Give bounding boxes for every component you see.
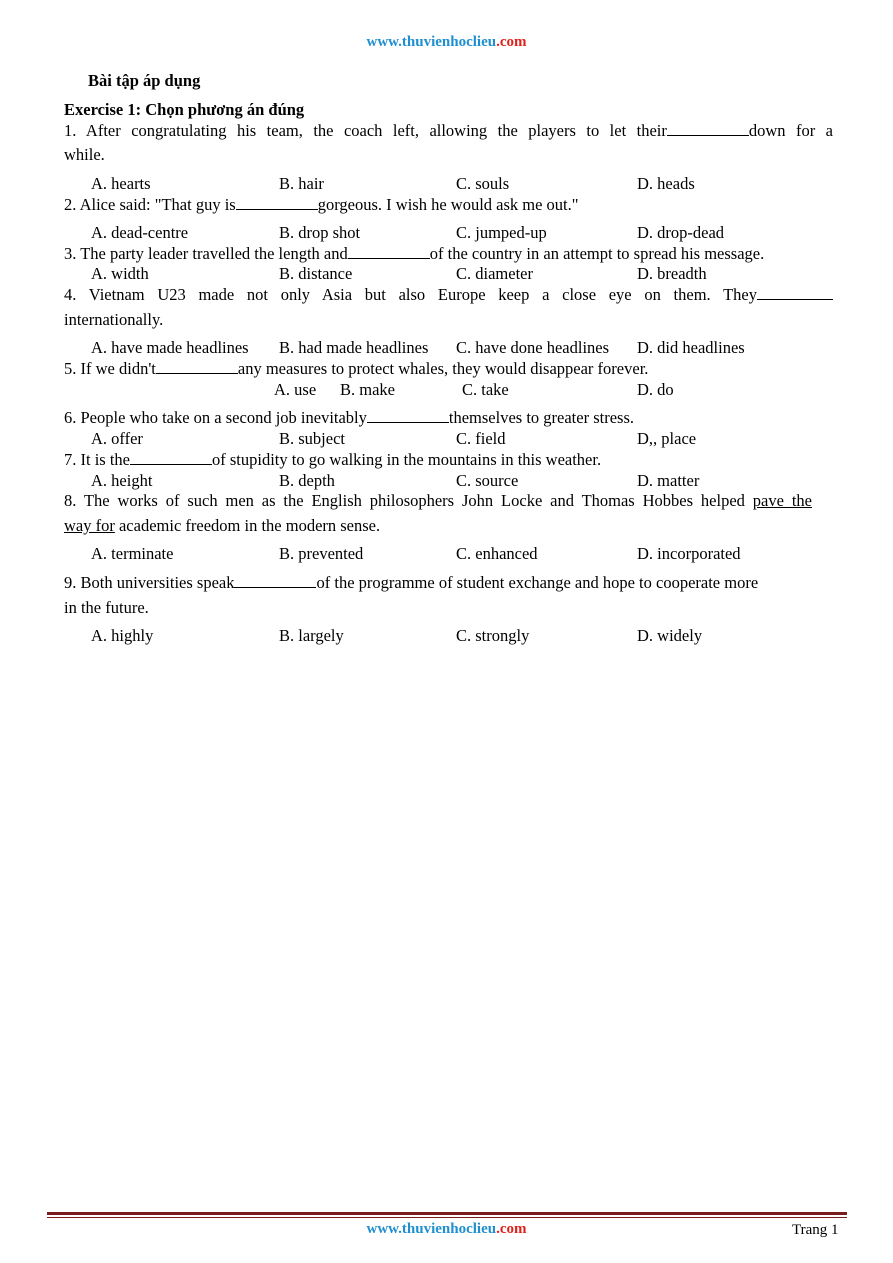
footer-rule-thick	[47, 1212, 847, 1215]
q3-option-b: B. distance	[279, 264, 353, 283]
q1-option-b: B. hair	[279, 174, 324, 193]
q4-option-d: D. did headlines	[637, 338, 745, 357]
footer-rule-thin	[47, 1217, 847, 1218]
q3-option-a: A. width	[91, 264, 149, 283]
q8-text-a: 8. The works of such men as the English philosophers John Locke and Thomas Hobbes helped	[64, 491, 745, 510]
q9-line1	[64, 573, 758, 593]
q3-option-d: D. breadth	[637, 264, 707, 283]
q7-option-c: C. source	[456, 471, 519, 490]
q1-line2: while.	[64, 145, 105, 164]
header-site-tld: .com	[496, 34, 527, 50]
q3-option-c: C. diameter	[456, 264, 533, 283]
q8-text-b: academic freedom in the modern sense.	[118, 516, 381, 535]
q5-option-b: B. make	[340, 380, 395, 399]
q1-text-b: down for a	[748, 121, 834, 140]
q5-option-c: C. take	[462, 380, 509, 399]
footer-website[interactable]	[0, 1221, 893, 1238]
q3-blank	[348, 244, 430, 259]
q2-text-b: gorgeous. I wish he would ask me out."	[317, 195, 579, 214]
q6-text-a: 6. People who take on a second job inevitably	[64, 408, 367, 427]
q6-stem	[64, 408, 634, 428]
q4-option-a: A. have made headlines	[91, 338, 249, 357]
header-site-main: www.thuvienhoclieu	[366, 34, 497, 50]
q2-text-a: 2. Alice said: "That guy is	[64, 195, 236, 214]
q4-option-b: B. had made headlines	[279, 338, 429, 357]
exercise-title: Exercise 1: Chọn phương án đúng	[64, 100, 305, 119]
page-number: Trang 1	[792, 1222, 839, 1238]
q7-option-a: A. height	[91, 471, 153, 490]
q7-option-b: B. depth	[279, 471, 335, 490]
q5-stem	[64, 359, 648, 379]
q5-blank	[156, 359, 238, 374]
section-title: Bài tập áp dụng	[88, 71, 201, 90]
q2-option-d: D. drop-dead	[637, 223, 725, 242]
q8-underlined-b: way for	[64, 516, 115, 535]
q7-text-b: of stupidity to go walking in the mountains in this weather.	[212, 450, 602, 469]
q3-stem	[64, 244, 764, 264]
q3-text-b: of the country in an attempt to spread his message.	[429, 244, 765, 263]
q9-option-a: A. highly	[91, 626, 154, 645]
q9-text-a: 9. Both universities speak	[64, 573, 235, 592]
q1-line1	[64, 121, 833, 141]
q6-option-a: A. offer	[91, 429, 143, 448]
q6-option-b: B. subject	[279, 429, 345, 448]
q9-option-c: C. strongly	[456, 626, 530, 645]
q6-text-b: themselves to greater stress.	[448, 408, 634, 427]
header-website[interactable]	[0, 34, 893, 51]
q4-blank	[757, 285, 833, 300]
q8-line1	[64, 491, 812, 511]
q2-stem	[64, 195, 579, 215]
q5-option-d: D. do	[637, 380, 674, 399]
q6-option-c: C. field	[456, 429, 506, 448]
q1-option-a: A. hearts	[91, 174, 151, 193]
q9-option-d: D. widely	[637, 626, 703, 645]
q2-option-a: A. dead-centre	[91, 223, 189, 242]
q6-option-d: D,, place	[637, 429, 697, 448]
q7-blank	[130, 450, 212, 465]
q5-option-a: A. use	[274, 380, 317, 399]
q9-line2: in the future.	[64, 598, 149, 617]
q1-text-a: 1. After congratulating his team, the coach left, allowing the players to let their	[64, 121, 667, 140]
q5-text-b: any measures to protect whales, they would disappear forever.	[237, 359, 649, 378]
q7-option-d: D. matter	[637, 471, 700, 490]
q5-text-a: 5. If we didn't	[64, 359, 156, 378]
q2-blank	[236, 195, 318, 210]
q4-line2: internationally.	[64, 310, 164, 329]
q1-option-d: D. heads	[637, 174, 695, 193]
q7-stem	[64, 450, 601, 470]
q8-option-a: A. terminate	[91, 544, 174, 563]
q9-blank	[234, 573, 316, 588]
footer-site-main: www.thuvienhoclieu	[366, 1221, 497, 1237]
q8-underlined-a: pave the	[752, 491, 812, 510]
q4-line1	[64, 285, 833, 305]
q2-option-c: C. jumped-up	[456, 223, 547, 242]
q4-text-a: 4. Vietnam U23 made not only Asia but also Europe keep a close eye on them. They	[64, 285, 757, 304]
q8-option-d: D. incorporated	[637, 544, 741, 563]
q1-option-c: C. souls	[456, 174, 510, 193]
q6-blank	[367, 408, 449, 423]
q8-line2	[64, 516, 380, 536]
q9-option-b: B. largely	[279, 626, 344, 645]
q1-blank	[667, 121, 749, 136]
q8-option-c: C. enhanced	[456, 544, 538, 563]
q3-text-a: 3. The party leader travelled the length and	[64, 244, 348, 263]
footer-site-tld: .com	[496, 1221, 527, 1237]
q9-text-b: of the programme of student exchange and hope to cooperate more	[316, 573, 759, 592]
q7-text-a: 7. It is the	[64, 450, 130, 469]
q2-option-b: B. drop shot	[279, 223, 361, 242]
q4-option-c: C. have done headlines	[456, 338, 610, 357]
q8-option-b: B. prevented	[279, 544, 364, 563]
